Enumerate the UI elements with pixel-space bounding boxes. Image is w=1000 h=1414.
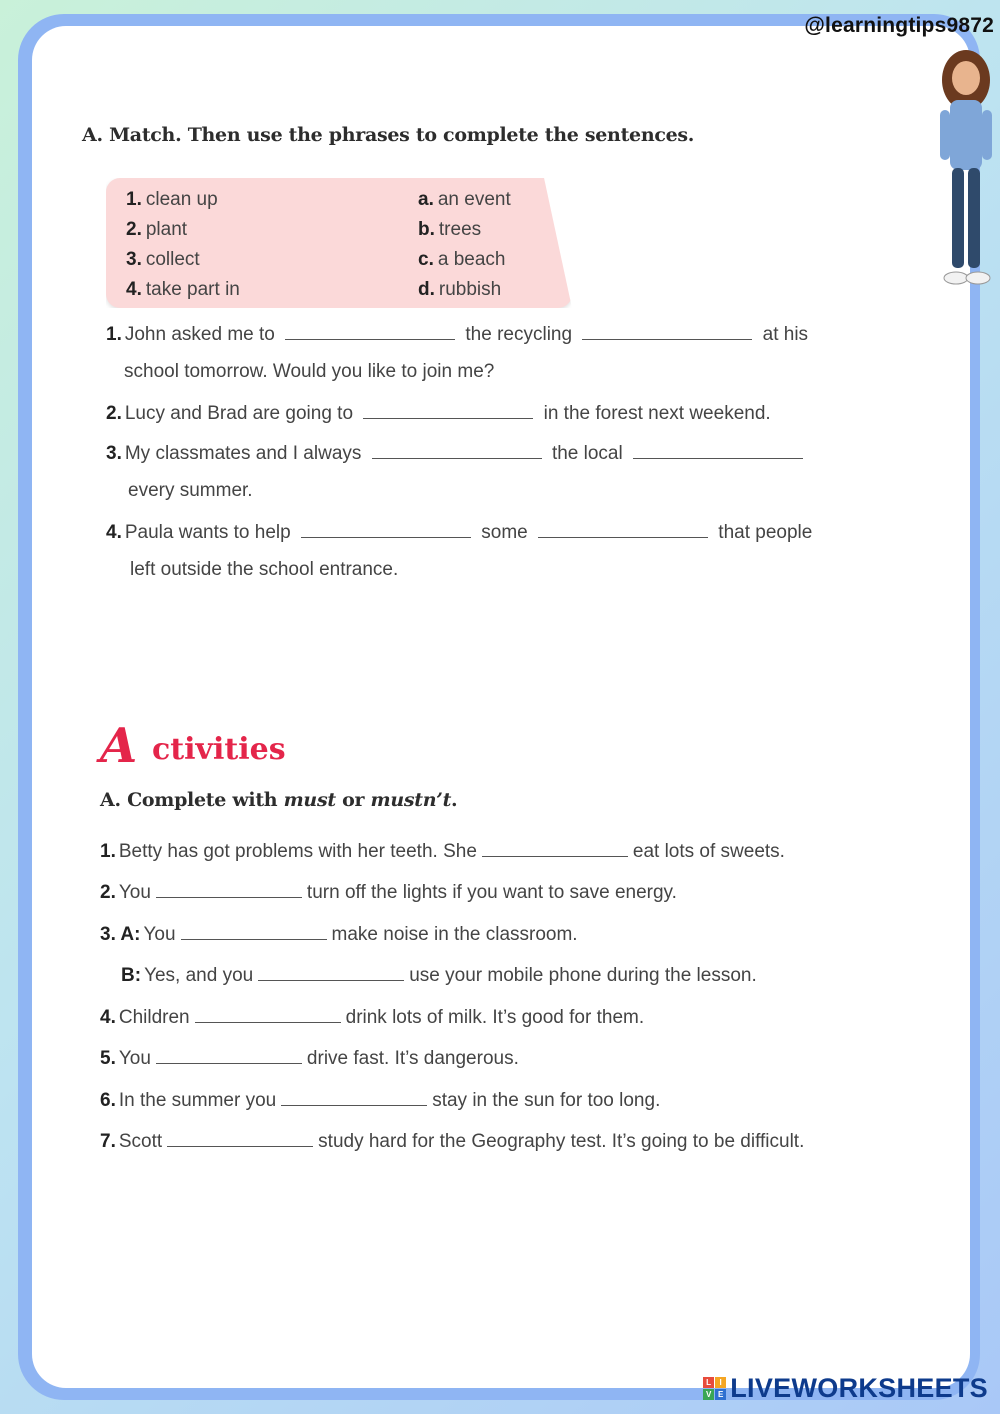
sentence-2: 2. Lucy and Brad are going to in the forest next weekend. xyxy=(106,400,771,425)
activity-item: 4. Children drink lots of milk. It’s good for them. xyxy=(100,1004,644,1029)
answer-blank[interactable] xyxy=(156,1045,302,1064)
sentence-1-continued: school tomorrow. Would you like to join me? xyxy=(124,361,495,382)
answer-blank[interactable] xyxy=(363,400,533,419)
answer-blank[interactable] xyxy=(258,962,404,981)
answer-blank[interactable] xyxy=(582,321,752,340)
answer-blank[interactable] xyxy=(633,440,803,459)
answer-blank[interactable] xyxy=(482,838,628,857)
match-heading: A. Match. Then use the phrases to complete the sentences. xyxy=(82,124,695,146)
activity-item: 2. You turn off the lights if you want to save energy. xyxy=(100,879,677,904)
activity-item: 6. In the summer you stay in the sun for too long. xyxy=(100,1087,660,1112)
answer-blank[interactable] xyxy=(285,321,455,340)
activity-item: B: Yes, and you use your mobile phone during the lesson. xyxy=(121,962,757,987)
answer-blank[interactable] xyxy=(156,879,302,898)
activities-heading: A. Complete with must or mustn’t. xyxy=(100,789,458,811)
match-right-item: d. rubbish xyxy=(418,279,502,300)
match-left-item: 4. take part in xyxy=(126,279,240,300)
activities-title-initial: A xyxy=(100,718,138,774)
match-right-item: a. an event xyxy=(418,189,511,210)
answer-blank[interactable] xyxy=(281,1087,427,1106)
sentence-4-continued: left outside the school entrance. xyxy=(130,559,399,580)
answer-blank[interactable] xyxy=(372,440,542,459)
answer-blank[interactable] xyxy=(301,519,471,538)
match-left-item: 2. plant xyxy=(126,219,188,240)
sentence-1: 1. John asked me to the recycling at his xyxy=(106,321,808,346)
liveworksheets-logo-text: LIVEWORKSHEETS xyxy=(730,1373,988,1403)
activities-title-rest: ctivities xyxy=(152,732,286,767)
activity-item: 3. A: You make noise in the classroom. xyxy=(100,921,578,946)
answer-blank[interactable] xyxy=(195,1004,341,1023)
cartoon-girl-icon xyxy=(930,40,1000,290)
answer-blank[interactable] xyxy=(167,1128,313,1147)
match-right-item: b. trees xyxy=(418,219,482,240)
activity-item: 1. Betty has got problems with her teeth. She eat lots of sweets. xyxy=(100,838,785,863)
answer-blank[interactable] xyxy=(538,519,708,538)
sentence-3-continued: every summer. xyxy=(128,480,253,501)
liveworksheets-logo-icon: L I V E xyxy=(703,1377,726,1400)
match-left-item: 1. clean up xyxy=(126,189,218,210)
match-left-item: 3. collect xyxy=(126,249,200,270)
activity-item: 5. You drive fast. It’s dangerous. xyxy=(100,1045,519,1070)
sentence-4: 4. Paula wants to help some that people xyxy=(106,519,812,544)
match-right-item: c. a beach xyxy=(418,249,506,270)
answer-blank[interactable] xyxy=(181,921,327,940)
liveworksheets-logo[interactable] xyxy=(703,1373,988,1404)
sentence-3: 3. My classmates and I always the local xyxy=(106,440,808,465)
activity-item: 7. Scott study hard for the Geography test. It’s going to be difficult. xyxy=(100,1128,804,1153)
channel-handle: @learningtips9872 xyxy=(804,14,994,37)
